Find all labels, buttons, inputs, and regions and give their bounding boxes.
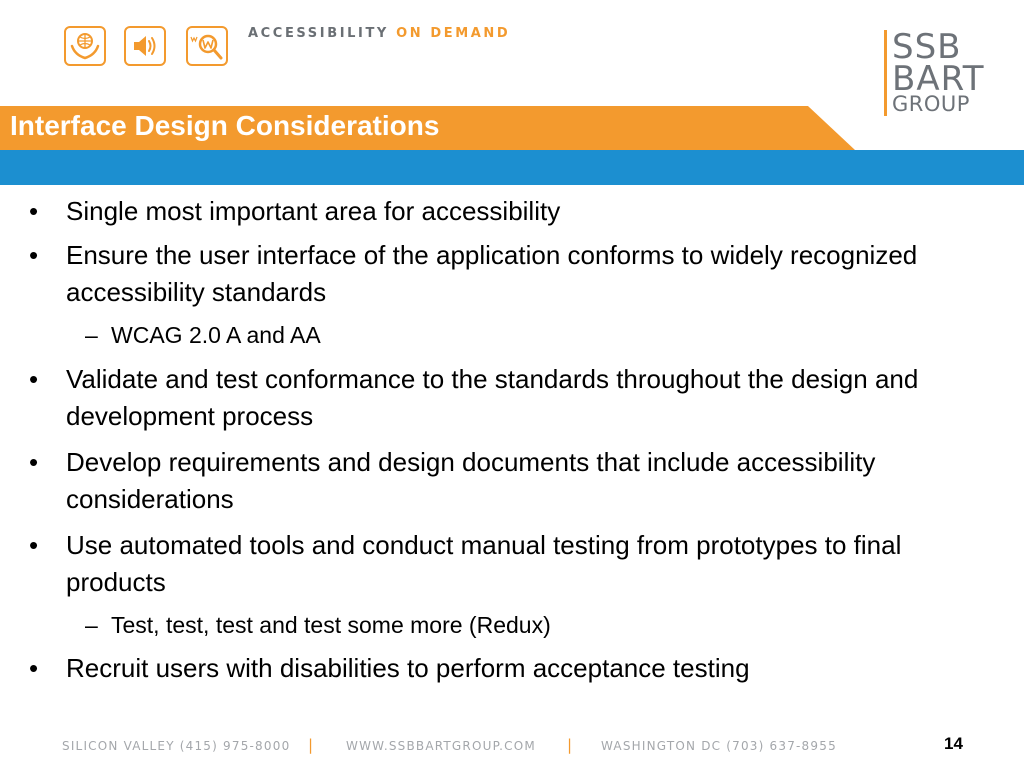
tagline-on-demand: ON DEMAND	[396, 26, 511, 41]
bullet-item: • Validate and test conformance to the standards throughout the design and development process	[66, 361, 986, 435]
footer-separator: |	[308, 736, 314, 754]
brand-tagline	[248, 26, 510, 41]
page-number: 14	[944, 734, 963, 753]
sub-bullet-item: – Test, test, test and test some more (Redux)	[111, 610, 971, 640]
logo-divider	[884, 30, 887, 116]
web-magnifier-icon	[186, 26, 228, 66]
logo-group: GROUP	[892, 92, 970, 116]
bullet-item: • Ensure the user interface of the application conforms to widely recognized accessibility standards	[66, 237, 986, 311]
footer-washington: WASHINGTON DC (703) 637-8955	[601, 739, 837, 753]
hands-globe-icon	[64, 26, 106, 66]
sub-bullet-item: – WCAG 2.0 A and AA	[111, 320, 971, 350]
title-underline-band	[0, 150, 1024, 185]
speaker-icon	[124, 26, 166, 66]
tagline-accessibility: ACCESSIBILITY	[248, 26, 389, 41]
bullet-item: • Recruit users with disabilities to perform acceptance testing	[66, 650, 986, 687]
footer-website: WWW.SSBBARTGROUP.COM	[346, 739, 536, 753]
footer-silicon-valley: SILICON VALLEY (415) 975-8000	[62, 739, 291, 753]
bullet-item: • Use automated tools and conduct manual testing from prototypes to final products	[66, 527, 986, 601]
logo-bart: BART	[892, 59, 985, 99]
footer-separator: |	[567, 736, 573, 754]
logo-ssb: SSB	[892, 27, 962, 67]
slide-title: Interface Design Considerations	[10, 110, 440, 141]
bullet-item: • Single most important area for accessibility	[66, 193, 986, 230]
bullet-item: • Develop requirements and design documents that include accessibility considerations	[66, 444, 986, 518]
